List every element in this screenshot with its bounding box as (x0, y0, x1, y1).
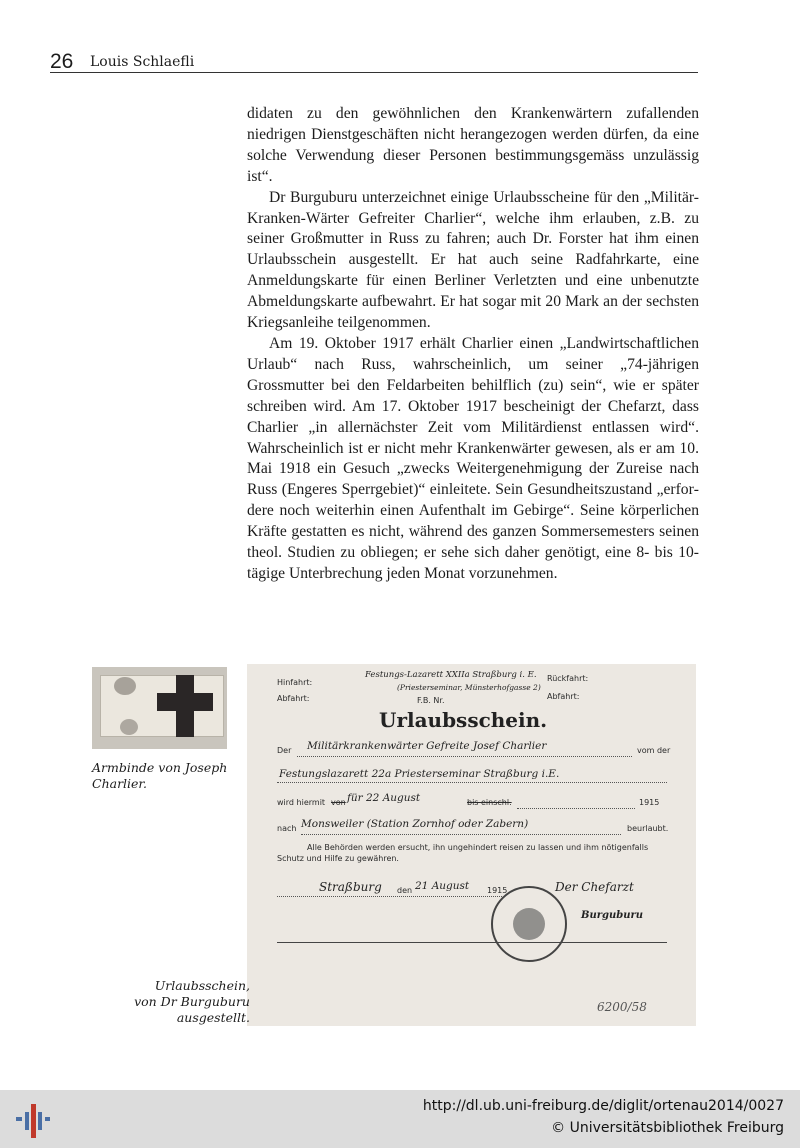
doc-beurlaubt: beurlaubt. (627, 824, 669, 833)
doc-der: Der (277, 746, 292, 755)
document-caption (110, 978, 250, 1026)
doc-wird-hiermit: wird hiermit (277, 798, 326, 807)
doc-line (277, 782, 667, 783)
running-author: Louis Schlaefli (90, 54, 195, 70)
document-caption-line: von Dr Burguburu (134, 994, 250, 1009)
doc-rule (277, 942, 667, 943)
doc-von: von (331, 798, 346, 807)
doc-vom-der: vom der (637, 746, 671, 755)
doc-header-sub2: F.B. Nr. (417, 696, 445, 705)
copyright: © Universitätsbibliothek Freiburg (551, 1120, 784, 1136)
doc-chefarzt: Der Chefarzt (555, 880, 634, 894)
doc-header-sub: (Priesterseminar, Münsterhofgasse 2) (397, 683, 541, 692)
permalink[interactable]: http://dl.ub.uni-freiburg.de/diglit/ortenau2014/0027 (422, 1098, 784, 1114)
doc-sign-year: 1915 (487, 886, 508, 895)
doc-header: Festungs-Lazarett XXIIa Straßburg i. E. (365, 670, 537, 680)
doc-den: den (397, 886, 413, 895)
body-text (247, 104, 699, 585)
doc-line (277, 896, 502, 897)
stamp-mark (120, 719, 138, 735)
stamp-mark (114, 677, 136, 695)
doc-unit: Festungslazarett 22a Priesterseminar Straßburg i.E. (279, 768, 560, 780)
document-caption-line: Urlaubsschein, (154, 978, 250, 993)
doc-line (301, 834, 621, 835)
footer-bar (0, 1090, 800, 1148)
paragraph: Am 19. Oktober 1917 erhält Charlier einen „Landwirtschaftlichen Urlaub“ nach Russ, wahrscheinlich, um seiner „74-jährigen Grossmutter bei den Feldarbeiten behilflich (zu) sein“, wie er später schreiben wird. Am 17. Oktober 1917 bescheinigt der Chefarzt, dass Charlier „in allernächster Zeit vom Militärdienst entlassen wird“. Wahrscheinlich ist er nicht mehr Krankenwärter gewesen, als er am 10. Mai 1918 ein Gesuch „zwecks Weitergenehmigung der Zureise nach Russ (Engeres Sperrgebiet)“ einleitete. Sein Gesundheitszustand „erfordere noch weiterhin einen Aufenthalt im Gebirge“. Seine körperlichen Kräfte gestatten es nicht, während des ganzen Sommersemesters seinen theol. Studien zu obliegen; er sehe sich daher genötigt, eine 8- bis 10-tägige Unterbrechung jeden Monat vorzunehmen. (247, 334, 699, 582)
doc-rueckfahrt: Rückfahrt: (547, 674, 589, 683)
armband-photo (92, 667, 227, 749)
doc-year: 1915 (639, 798, 660, 807)
doc-line (517, 808, 635, 809)
doc-sign-date: 21 August (415, 880, 470, 892)
doc-abfahrt-left: Abfahrt: (277, 694, 310, 703)
doc-signature: Burguburu (581, 910, 644, 921)
leave-certificate-photo (247, 664, 696, 1026)
eagle-emblem-icon (513, 908, 545, 940)
doc-line (297, 756, 632, 757)
doc-abfahrt-right: Abfahrt: (547, 692, 580, 701)
doc-notice: Alle Behörden werden ersucht, ihn ungehindert reisen zu lassen und ihm nötigenfalls Schutz und Hilfe zu gewähren. (277, 843, 649, 863)
doc-archive-number: 6200/58 (597, 1000, 647, 1014)
library-logo-icon (12, 1100, 52, 1140)
document-caption-line: ausgestellt. (176, 1010, 250, 1025)
paragraph: didaten zu den gewöhnlichen den Krankenwärtern zufallenden niedrigen Dienstgeschäften nicht herangezogen werden dürfen, da eine solche Verwendung dieser Personen bestimmungsgemäss unzulässig ist“. (247, 105, 699, 185)
page-number: 26 (50, 50, 74, 73)
doc-hinfahrt: Hinfahrt: (277, 678, 313, 687)
running-header (50, 50, 698, 73)
doc-bis: bis einschl. (467, 798, 512, 807)
official-seal-icon (491, 886, 567, 962)
doc-destination: Monsweiler (Station Zornhof oder Zabern) (301, 818, 529, 830)
armband-caption: Armbinde von Joseph Charlier. (92, 760, 228, 791)
doc-place: Straßburg (319, 880, 382, 894)
doc-title: Urlaubsschein. (379, 708, 548, 732)
doc-date: für 22 August (347, 792, 421, 804)
paragraph: Dr Burguburu unterzeichnet einige Urlaubsscheine für den „Militär-Kranken-Wärter Gefreiter Charlier“, welche ihm erlauben, z.B. zu seiner Großmutter in Russ zu fahren; auch Dr. Forster hat ihm einen Urlaubsschein ausgestellt. Er hat auch seine Radfahrkarte, eine Anmeldungskarte für einen Berliner Verletzten und eine unbenutzte Abmeldungskarte aufbewahrt. Er hat sogar mit 20 Mark an der sechsten Kriegsanleihe teilgenommen. (247, 188, 699, 332)
red-cross-bar (157, 693, 213, 711)
doc-nach: nach (277, 824, 297, 833)
doc-name: Militärkrankenwärter Gefreite Josef Charlier (307, 740, 547, 752)
